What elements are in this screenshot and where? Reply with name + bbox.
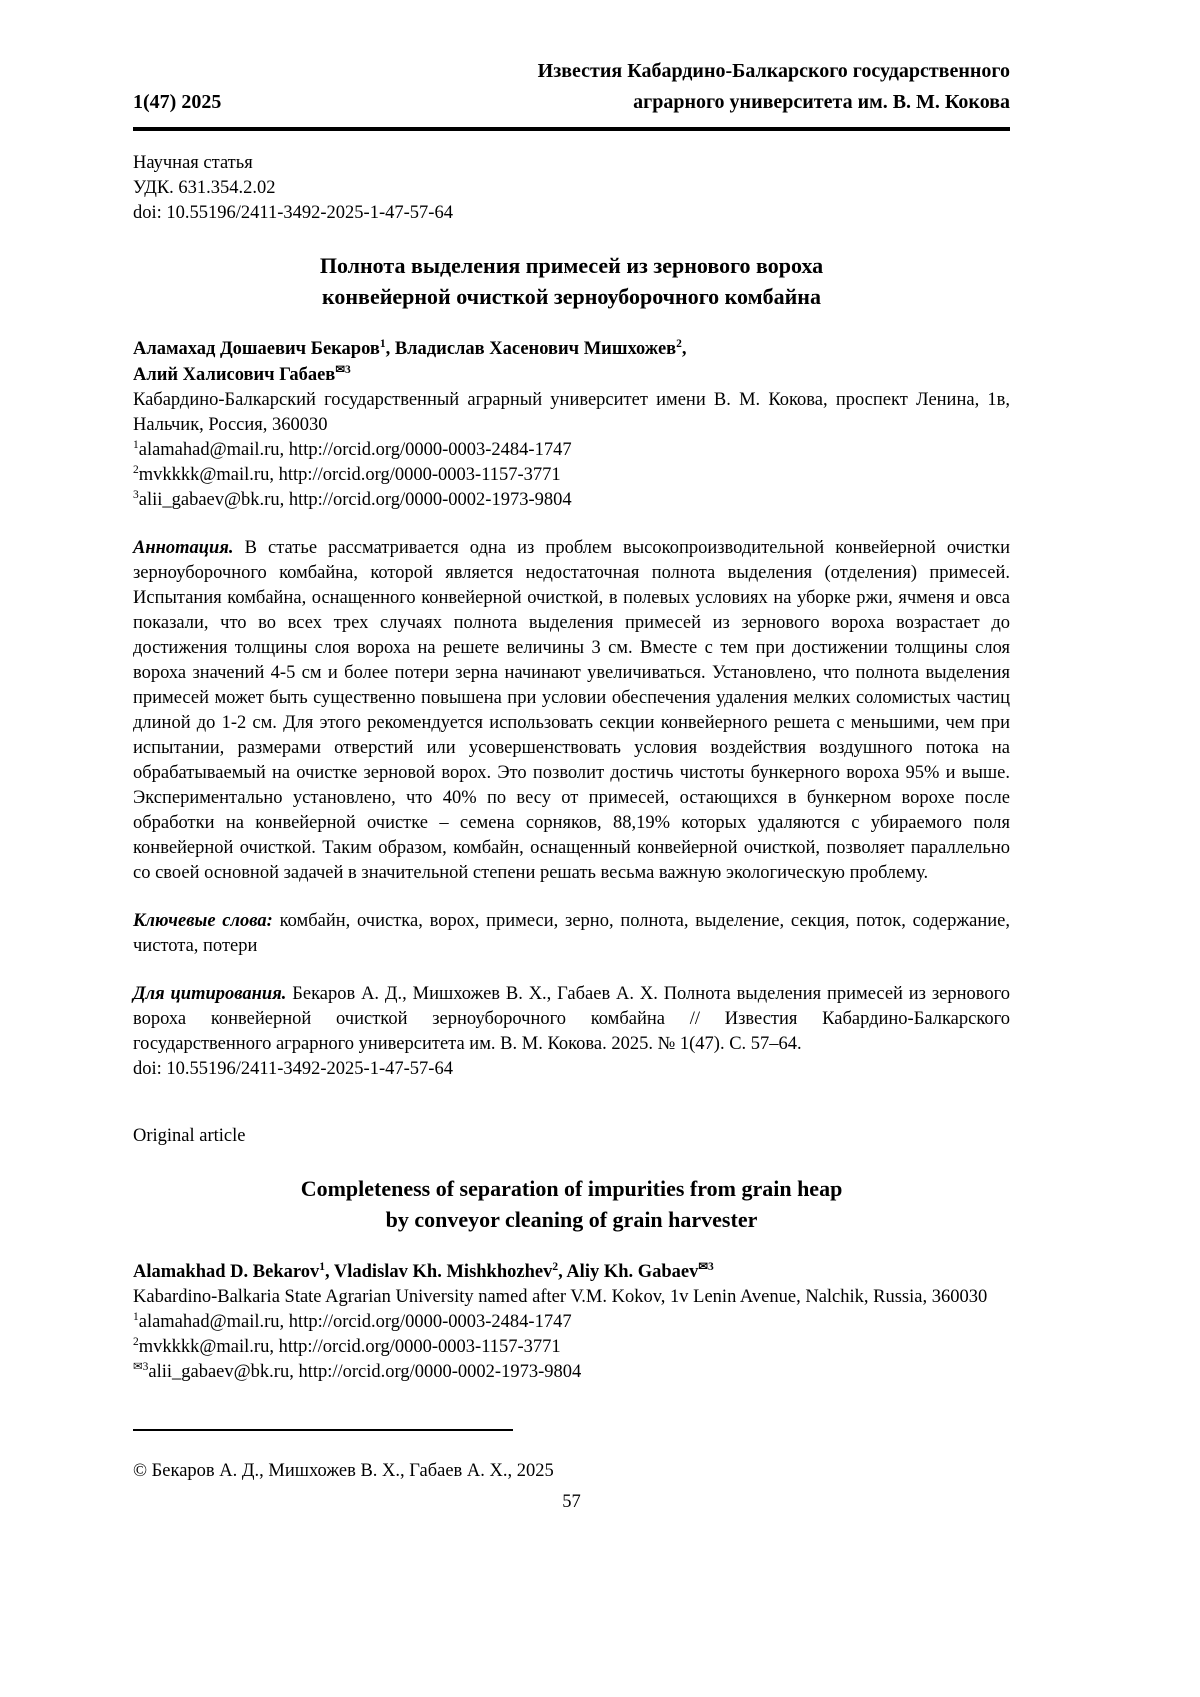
author-sup: [335, 364, 350, 376]
author-name: Владислав Хасенович Мишхожев: [394, 339, 677, 359]
author-sup: 2: [676, 337, 682, 350]
contact-text: alamahad@mail.ru, http://orcid.org/0000-0003-2484-1747: [138, 1312, 572, 1332]
header-rule: [133, 127, 1010, 131]
authors-ru: [133, 336, 1010, 388]
author-separator: ,: [385, 339, 395, 359]
author-name: Алий Халисович Габаев: [133, 365, 336, 385]
abstract-ru: [133, 536, 1010, 886]
journal-title-line2: аграрного университета им. В. М. Кокова: [633, 91, 1010, 113]
abstract-text: В статье рассматривается одна из проблем высокопроизводительной конвейерной очистки зерноуборочного комбайна, которой является недостаточная полнота выделения (отделения) примесей. Испытания комбайна, оснащенного конвейерной очисткой, в полевых условиях на уборке ржи, ячменя и овса показали, что во всех трех случаях полнота выделения примесей из зернового вороха возрастает до достижения толщины слоя вороха на решете величины 3 см. Вместе с тем при достижении толщины слоя вороха значений 4-5 см и более потери зерна начинают увеличиваться. Установлено, что полнота выделения примесей может быть существенно повышена при условии обеспечения удаления мелких соломистых частиц длиной до 1-2 см. Для этого рекомендуется использовать секции конвейерного решета с меньшими, чем при испытании, размерами отверстий или усовершенствовать условия воздействия воздушного потока на обрабатываемый на очистке зерновой ворох. Это позволит достичь чистоты бункерного вороха 95% и выше. Экспериментально установлено, что 40% по весу от примесей, остающихся в бункерном ворохе после обработки на конвейерной очистке – семена сорняков, 88,19% которых удаляются с убираемого поля конвейерной очисткой. Таким образом, комбайн, оснащенный конвейерной очисткой, позволяет параллельно со своей основной задачей в значительной степени решать весьма важную экологическую проблему.: [133, 538, 1010, 883]
keywords-text: комбайн, очистка, ворох, примеси, зерно, полнота, выделение, секция, поток, содержание, чистота, потери: [133, 911, 1011, 956]
contact-sup: 2: [133, 463, 139, 476]
contact-text: alamahad@mail.ru, http://orcid.org/0000-0003-2484-1747: [138, 440, 572, 460]
contact-sup: [133, 1361, 148, 1373]
header-row: [133, 56, 1010, 118]
title-en-line2: by conveyor cleaning of grain harvester: [385, 1207, 758, 1232]
author-sup: 1: [319, 1260, 325, 1273]
affiliation-en: Kabardino-Balkaria State Agrarian University named after V.M. Kokov, 1v Lenin Avenue, Nalchik, Russia, 360030: [133, 1287, 988, 1307]
keywords-label: Ключевые слова:: [133, 911, 273, 931]
author-sup: [698, 1261, 713, 1273]
envelope-icon: ✉: [335, 363, 345, 376]
citation-ru: [133, 982, 1010, 1082]
udc-code: УДК. 631.354.2.02: [133, 178, 276, 198]
contact-line: [133, 463, 1010, 488]
contact-line: [133, 1335, 1010, 1360]
article-meta-ru: [133, 151, 1010, 226]
author-sup: 1: [379, 337, 386, 350]
article-title-ru: [133, 250, 1010, 312]
contact-text: alii_gabaev@bk.ru, http://orcid.org/0000-0002-1973-9804: [138, 490, 572, 510]
author-sup-number: 3: [344, 363, 351, 376]
envelope-icon: ✉: [133, 1360, 143, 1373]
issue-label: 1(47) 2025: [133, 91, 222, 113]
contact-sup-number: 3: [142, 1360, 149, 1373]
contact-text: mvkkkk@mail.ru, http://orcid.org/0000-0003-1157-3771: [138, 465, 561, 485]
author-name: Aliy Kh. Gabaev: [566, 1262, 699, 1282]
contact-sup: 2: [133, 1335, 139, 1348]
article-type-en: Original article: [133, 1126, 246, 1146]
contact-text: mvkkkk@mail.ru, http://orcid.org/0000-0003-1157-3771: [138, 1337, 561, 1357]
citation-doi: doi: 10.55196/2411-3492-2025-1-47-57-64: [133, 1059, 453, 1079]
authors-en: [133, 1259, 1010, 1285]
author-separator: ,: [324, 1262, 334, 1282]
article-type-ru: Научная статья: [133, 153, 253, 173]
contact-sup: 3: [133, 488, 139, 501]
abstract-label: Аннотация.: [133, 538, 234, 558]
author-separator: ,: [558, 1262, 567, 1282]
contact-line: [133, 1360, 1010, 1385]
title-ru-line1: Полнота выделения примесей из зернового вороха: [319, 253, 824, 278]
contacts-en: [133, 1310, 1010, 1385]
envelope-icon: ✉: [698, 1260, 709, 1273]
contact-line: [133, 1310, 1010, 1335]
contacts-ru: [133, 438, 1010, 513]
keywords-ru: [133, 909, 1010, 959]
affiliation-ru: Кабардино-Балкарский государственный аграрный университет имени В. М. Кокова, проспект Ленина, 1в, Нальчик, Россия, 360030: [133, 390, 1010, 435]
contact-sup: 1: [133, 1310, 139, 1323]
article-title-en: [133, 1173, 1010, 1235]
author-name: Alamakhad D. Bekarov: [133, 1262, 320, 1282]
citation-text: Бекаров А. Д., Мишхожев В. Х., Габаев А. Х. Полнота выделения примесей из зернового вороха конвейерной очисткой зерноуборочного комбайна // Известия Кабардино-Балкарского государственного аграрного университета им. В. М. Кокова. 2025. № 1(47). С. 57–64.: [133, 984, 1010, 1054]
journal-header: [133, 56, 1010, 131]
title-en-line1: Completeness of separation of impurities from grain heap: [300, 1176, 843, 1201]
footnote-rule: [133, 1429, 513, 1431]
contact-sup: 1: [133, 438, 139, 451]
author-name: Vladislav Kh. Mishkhozhev: [333, 1262, 553, 1282]
author-name: Аламахад Дошаевич Бекаров: [133, 339, 380, 359]
author-sup: 2: [552, 1260, 559, 1273]
title-ru-line2: конвейерной очисткой зерноуборочного комбайна: [322, 284, 821, 309]
author-sup-number: 3: [708, 1260, 714, 1273]
doi-line-ru: doi: 10.55196/2411-3492-2025-1-47-57-64: [133, 203, 453, 223]
journal-title-line1: Известия Кабардино-Балкарского государственного: [537, 60, 1010, 82]
author-separator: ,: [681, 339, 687, 359]
copyright-line: © Бекаров А. Д., Мишхожев В. Х., Габаев А. Х., 2025: [133, 1461, 554, 1481]
contact-line: [133, 488, 1010, 513]
citation-label: Для цитирования.: [133, 984, 287, 1004]
contact-line: [133, 438, 1010, 463]
journal-title: [538, 56, 1010, 118]
page-footer: [133, 1429, 1010, 1515]
contact-text: alii_gabaev@bk.ru, http://orcid.org/0000-0002-1973-9804: [148, 1362, 582, 1382]
page-number: 57: [562, 1492, 581, 1512]
